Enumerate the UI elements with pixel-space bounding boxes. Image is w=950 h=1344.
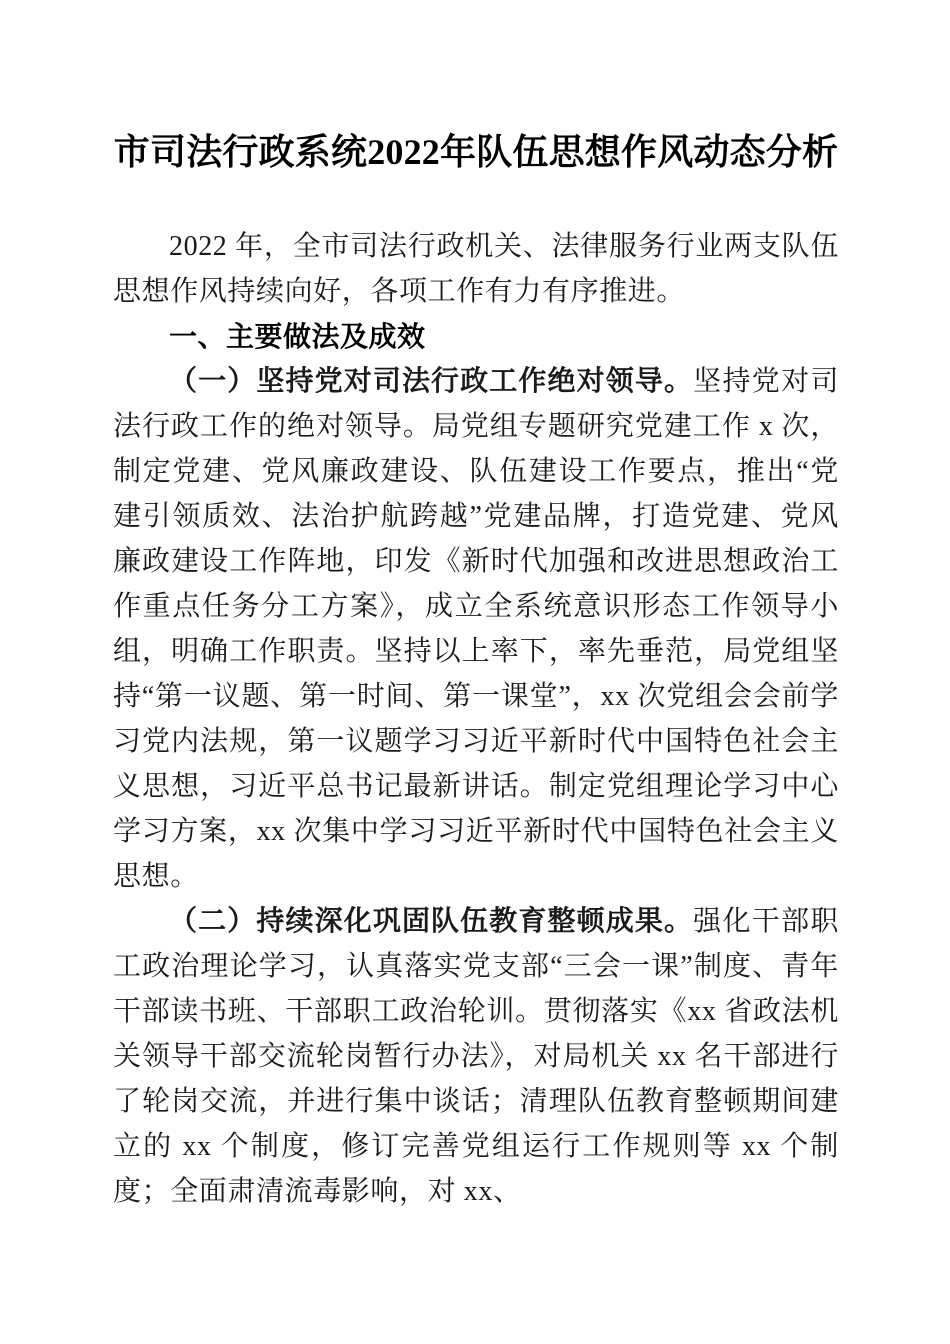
- document-content-column: [113, 0, 839, 1214]
- page-title: 市司法行政系统2022年队伍思想作风动态分析: [113, 132, 839, 172]
- item-2-lead: （二）持续深化巩固队伍教育整顿成果。: [169, 906, 694, 937]
- item-2-paragraph: [113, 899, 839, 1214]
- section-heading-1: 一、主要做法及成效: [169, 321, 426, 352]
- intro-paragraph: 2022 年，全市司法行政机关、法律服务行业两支队伍思想作风持续向好，各项工作有力有序推进。: [113, 231, 839, 307]
- item-1-lead: （一）坚持党对司法行政工作绝对领导。: [169, 366, 694, 397]
- document-body: [113, 224, 839, 1214]
- item-2-body: 强化干部职工政治理论学习，认真落实党支部“三会一课”制度、青年干部读书班、干部职工政治轮训。贯彻落实《xx 省政法机关领导干部交流轮岗暂行办法》，对局机关 xx 名干部进行了轮岗交流，并进行集中谈话；清理队伍教育整顿期间建立的 xx 个制度，修订完善党组运行工作规则等 xx 个制度；全面肃清流毒影响，对 xx、: [113, 906, 839, 1207]
- item-1-paragraph: [113, 359, 839, 899]
- item-1-body: 坚持党对司法行政工作的绝对领导。局党组专题研究党建工作 x 次，制定党建、党风廉政建设、队伍建设工作要点，推出“党建引领质效、法治护航跨越”党建品牌，打造党建、党风廉政建设工作阵地，印发《新时代加强和改进思想政治工作重点任务分工方案》，成立全系统意识形态工作领导小组，明确工作职责。坚持以上率下，率先垂范，局党组坚持“第一议题、第一时间、第一课堂”，xx 次党组会会前学习党内法规，第一议题学习习近平新时代中国特色社会主义思想，习近平总书记最新讲话。制定党组理论学习中心学习方案，xx 次集中学习习近平新时代中国特色社会主义思想。: [113, 366, 839, 892]
